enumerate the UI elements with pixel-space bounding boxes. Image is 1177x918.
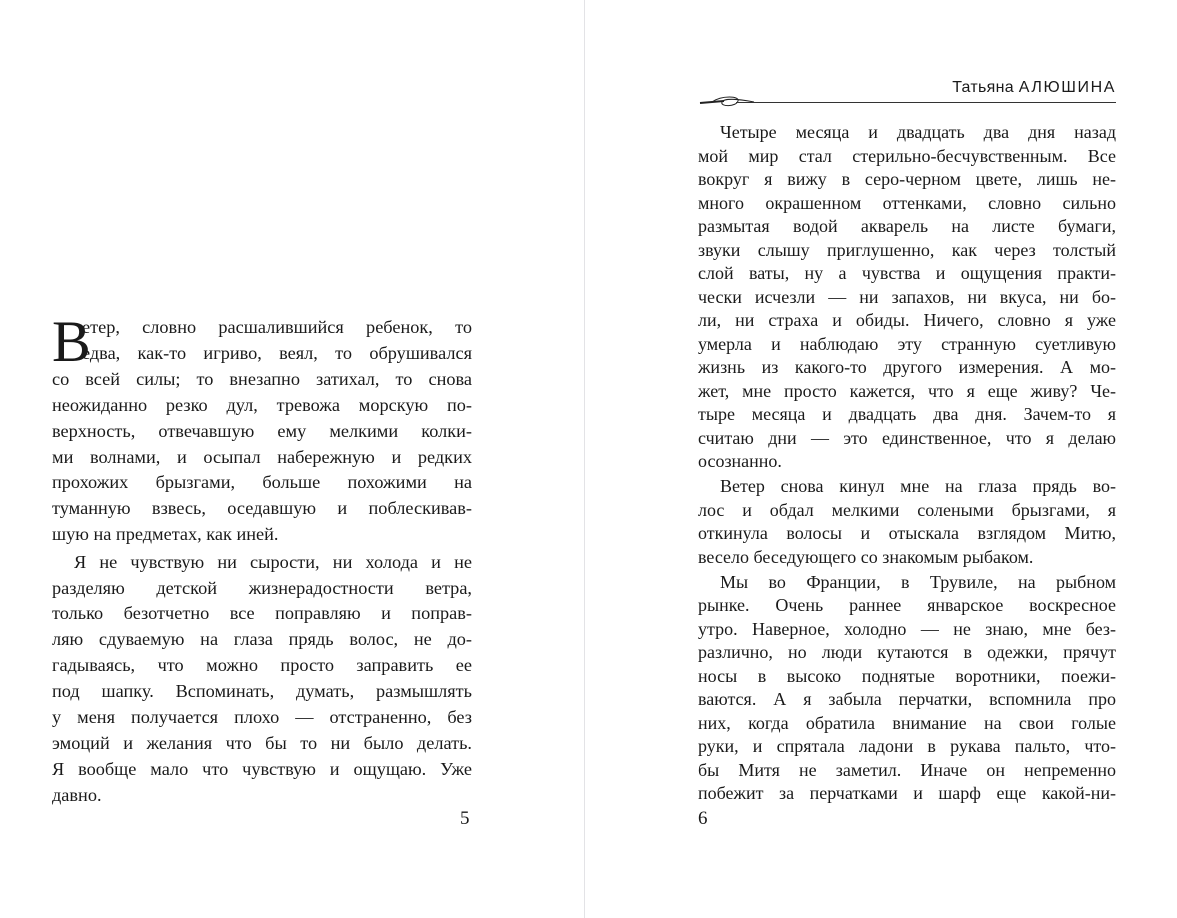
flourish-ornament-icon (698, 92, 758, 110)
text-line: лос и обдал мелкими солеными брызгами, я (698, 499, 1116, 520)
text-line: размытая водой акварель на листе бумаги, (698, 216, 1116, 236)
text-line: утро. Наверное, холодно — не знаю, мне без- (698, 618, 1116, 639)
text-line: носы в высоко поднятые воротники, поежи- (698, 665, 1116, 686)
text-line: чески исчезли — ни запахов, ни вкуса, ни бо- (698, 286, 1116, 307)
text-line: осознанно. (698, 451, 782, 471)
text-line: Четыре месяца и двадцать два дня назад (720, 122, 1116, 142)
author-last-name: АЛЮШИНА (1018, 79, 1116, 96)
paragraph (698, 121, 1116, 474)
text-line: тыре месяца и двадцать два дня. Зачем-то я (698, 404, 1116, 424)
text-line: считаю дни — это единственное, что я делаю (698, 427, 1116, 448)
text-line: прохожих брызгами, больше похожими на (52, 472, 472, 493)
text-line: различно, но люди кутаются в одежки, прячут (698, 642, 1116, 662)
paragraph (698, 571, 1116, 806)
drop-cap: В (52, 309, 91, 374)
text-line: них, когда обратила внимание на свои голые (698, 712, 1116, 733)
text-line: много окрашенном оттенками, словно сильно (698, 192, 1116, 213)
text-line: побежит за перчатками и шарф еще какой-ни- (698, 783, 1116, 803)
text-line: разделяю детской жизнерадостности ветра, (52, 577, 472, 598)
text-line: рынке. Очень раннее январское воскресное (698, 595, 1116, 615)
text-line: етер, словно расшалившийся ребенок, то (82, 317, 472, 337)
text-line: со всей силы; то внезапно затихал, то снова (52, 368, 472, 389)
text-line: ляю сдуваемую на глаза прядь волос, не до- (52, 629, 472, 650)
text-line: давно. (52, 784, 102, 805)
text-line: ми волнами, и осыпал набережную и редких (52, 446, 472, 467)
text-line: мой мир стал стерильно-бесчувственным. Все (698, 145, 1116, 166)
paragraph (52, 309, 472, 548)
text-line: вокруг я вижу в серо-черном цвете, лишь не- (698, 169, 1116, 189)
text-line: звуки слышу приглушенно, как через толстый (698, 239, 1116, 260)
text-line: бы Митя не заметил. Иначе он непременно (698, 759, 1116, 780)
text-line: откинула волосы и отыскала взглядом Митю, (698, 523, 1116, 543)
text-line: Мы во Франции, в Трувиле, на рыбном (720, 571, 1116, 592)
text-line: только безотчетно все поправляю и поправ- (52, 603, 472, 624)
text-line: весело беседующего со знакомым рыбаком. (698, 546, 1034, 567)
paragraph (698, 475, 1116, 569)
text-line: едва, как-то игриво, веял, то обрушивался (82, 342, 472, 363)
text-line: умерла и наблюдаю эту странную суетливую (698, 333, 1116, 354)
text-line: под шапку. Вспоминать, думать, размышлять (52, 681, 472, 702)
text-line: гадываясь, что можно просто заправить ее (52, 655, 472, 676)
text-line: жет, мне просто кажется, что я еще живу? Че- (698, 380, 1116, 401)
running-header (952, 79, 1116, 97)
text-line: у меня получается плохо — отстраненно, без (52, 707, 472, 728)
text-line: руки, и спрятала ладони в рукава пальто, что- (698, 736, 1116, 756)
text-line: неожиданно резко дул, тревожа морскую по- (52, 394, 472, 415)
text-line: Я не чувствую ни сырости, ни холода и не (74, 551, 472, 572)
right-page-body (698, 121, 1116, 807)
paragraph (52, 550, 472, 809)
text-line: ваются. А я забыла перчатки, вспомнила про (698, 689, 1116, 709)
header-rule (736, 102, 1116, 103)
text-line: Ветер снова кинул мне на глаза прядь во- (720, 476, 1116, 496)
text-line: верхность, отвечавшую ему мелкими колки- (52, 420, 472, 441)
author-first-name: Татьяна (952, 79, 1014, 96)
text-line: слой ваты, ну а чувства и ощущения практи- (698, 263, 1116, 283)
page-spine-divider (584, 0, 585, 918)
text-line: жизнь из какого-то другого измерения. А мо- (698, 357, 1116, 377)
text-line: туманную взвесь, оседавшую и поблескивав- (52, 498, 472, 519)
page-number-right: 6 (698, 808, 708, 829)
text-line: ли, ни страха и обиды. Ничего, словно я уже (698, 310, 1116, 330)
text-line: эмоций и желания что бы то ни было делать. (52, 733, 472, 753)
page-number-left: 5 (460, 808, 470, 829)
text-line: шую на предметах, как иней. (52, 524, 279, 545)
left-page-body (52, 309, 472, 810)
text-line: Я вообще мало что чувствую и ощущаю. Уже (52, 758, 472, 779)
